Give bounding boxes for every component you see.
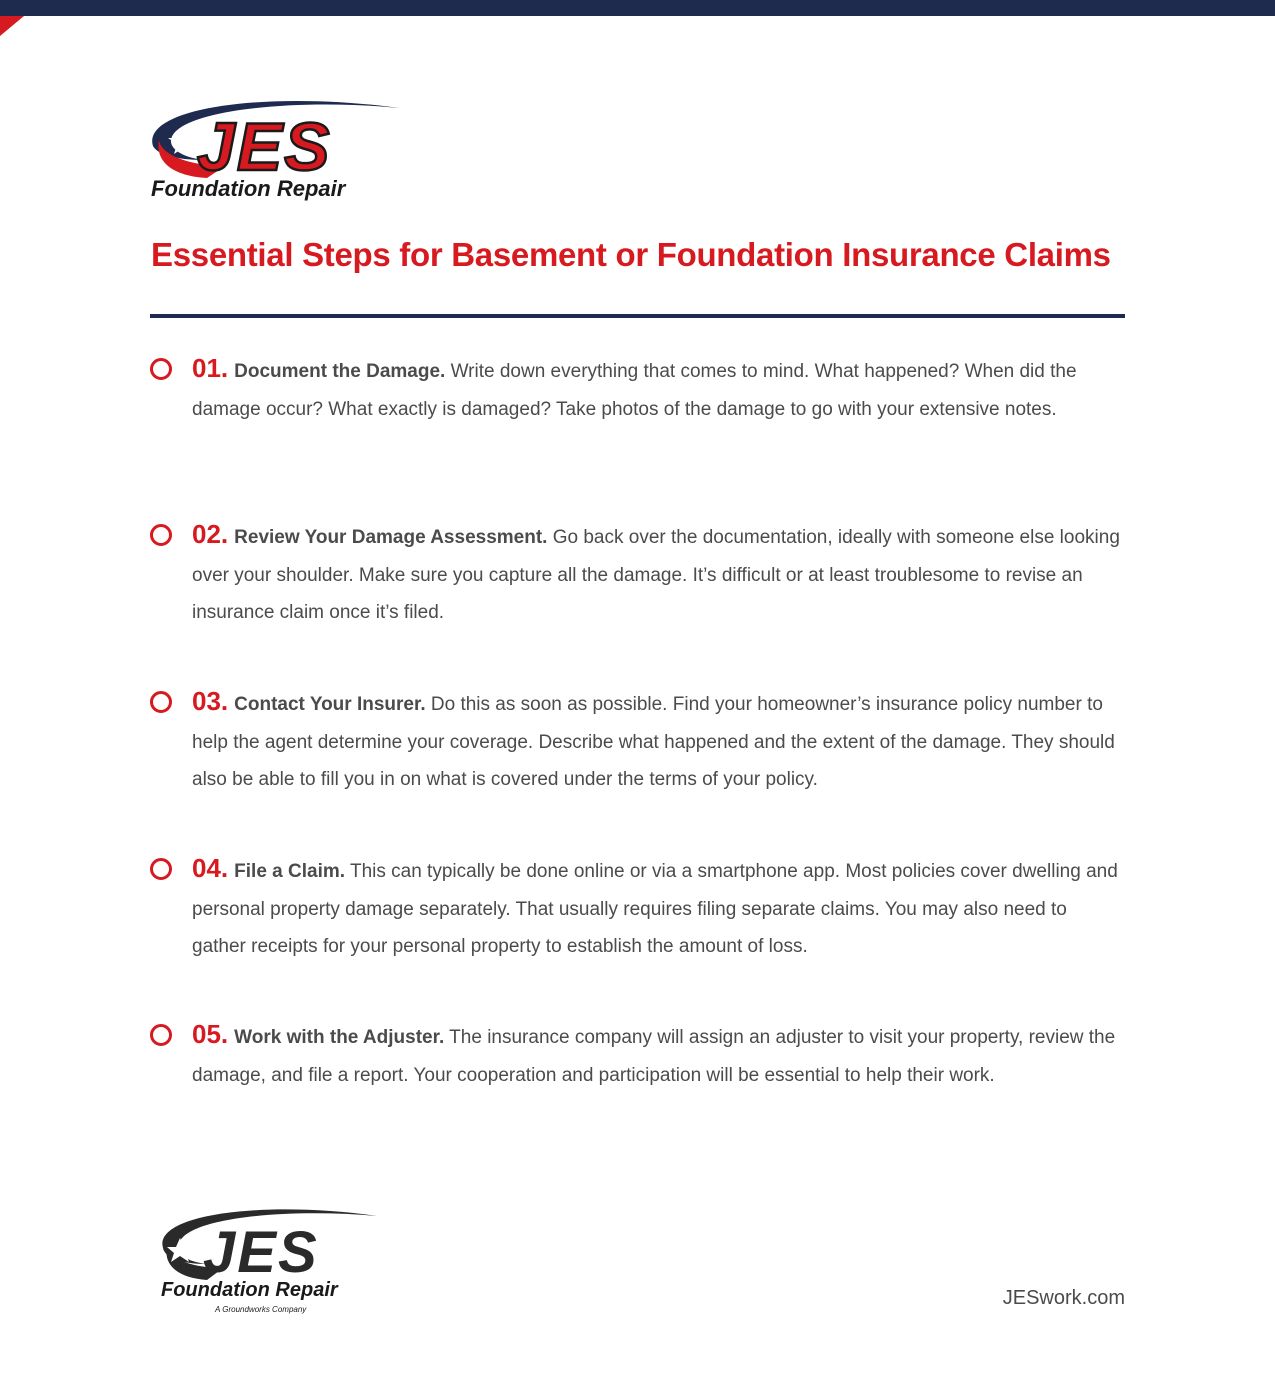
- step-body: Do this as soon as possible. Find your homeowner’s insurance policy number to help the agent determine your coverage. Describe what happened and the extent of the damage. They should also be able to fill you in on what is covered under the terms of your policy.: [192, 694, 1115, 790]
- corner-flag: [0, 16, 24, 36]
- step-2: [150, 516, 1125, 632]
- step-number: 04.: [192, 853, 229, 883]
- website-link[interactable]: JESwork.com: [1002, 1287, 1125, 1309]
- step-body: This can typically be done online or via a smartphone app. Most policies cover dwelling and personal property damage separately. That usually requires filing separate claims. You may also need to gather receipts for your personal property to establish the amount of loss.: [192, 861, 1118, 957]
- svg-text:JES: JES: [203, 1220, 319, 1285]
- step-number: 01.: [192, 353, 229, 383]
- step-heading: Document the Damage.: [234, 361, 446, 382]
- title-divider: [150, 314, 1125, 318]
- step-heading: Review Your Damage Assessment.: [234, 527, 548, 548]
- circle-bullet-icon: [150, 524, 172, 546]
- circle-bullet-icon: [150, 1024, 172, 1046]
- logo-tagline: A Groundworks Company: [215, 1305, 307, 1314]
- step-body: Write down everything that comes to mind. What happened? When did the damage occur? What exactly is damaged? Take photos of the damage to go with your extensive notes.: [192, 361, 1077, 420]
- svg-text:JES: JES: [197, 109, 332, 185]
- step-number: 05.: [192, 1019, 229, 1049]
- circle-bullet-icon: [150, 358, 172, 380]
- jes-logo-top: [145, 88, 405, 206]
- top-bar: [0, 0, 1275, 16]
- step-3: [150, 683, 1125, 799]
- step-body: The insurance company will assign an adjuster to visit your property, review the damage, and file a report. Your cooperation and participation will be essential to help their work.: [192, 1027, 1116, 1086]
- page-title: Essential Steps for Basement or Foundation Insurance Claims: [151, 236, 1111, 273]
- step-1: [150, 350, 1125, 428]
- step-heading: Work with the Adjuster.: [234, 1027, 445, 1048]
- step-heading: Contact Your Insurer.: [234, 694, 426, 715]
- logo-subtitle: Foundation Repair: [151, 176, 346, 201]
- step-5: [150, 1016, 1125, 1094]
- step-heading: File a Claim.: [234, 861, 346, 882]
- jes-logo-bottom: [155, 1200, 385, 1320]
- logo-subtitle: Foundation Repair: [161, 1279, 338, 1301]
- step-body: Go back over the documentation, ideally with someone else looking over your shoulder. Make sure you capture all the damage. It’s difficult or at least troublesome to revise an insurance claim once it’s filed.: [192, 527, 1120, 623]
- step-number: 02.: [192, 519, 229, 549]
- step-number: 03.: [192, 686, 229, 716]
- step-4: [150, 850, 1125, 966]
- circle-bullet-icon: [150, 858, 172, 880]
- circle-bullet-icon: [150, 691, 172, 713]
